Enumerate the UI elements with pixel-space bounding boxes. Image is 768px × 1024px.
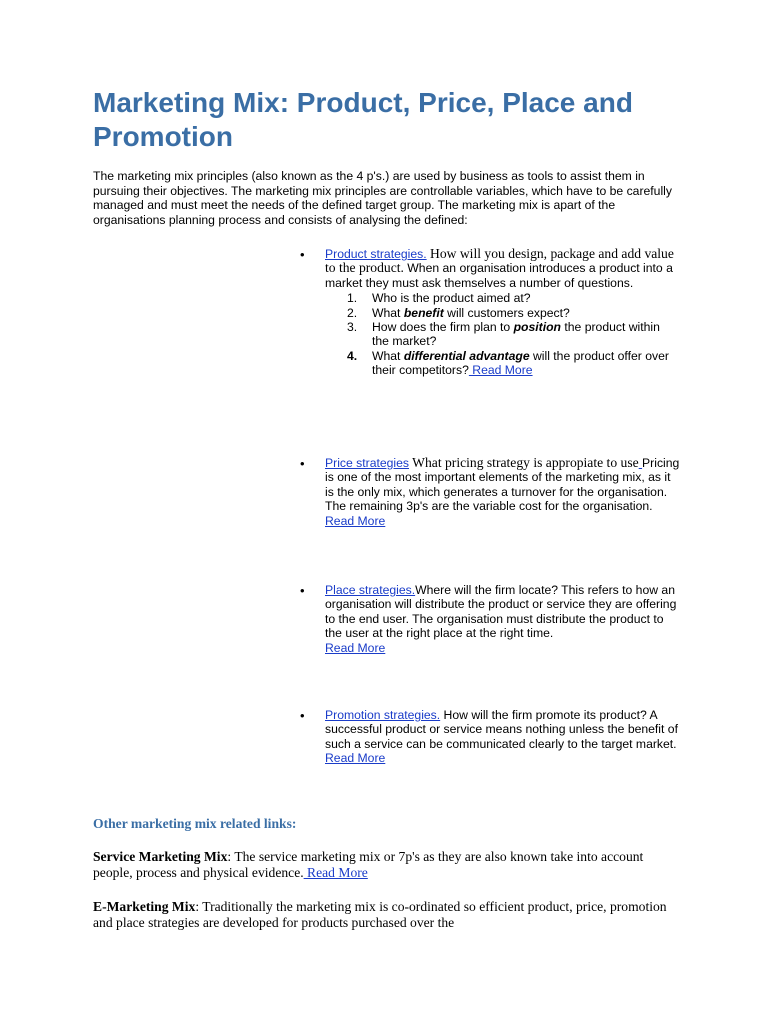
list-item: 2. What benefit will customers expect? [347, 305, 570, 320]
other-links-heading: Other marketing mix related links: [93, 816, 297, 831]
product-questions-list [325, 291, 680, 377]
service-mix-text: : The service marketing mix or 7p's as they are also known take into account people, process and physical evidence. [93, 849, 644, 881]
place-bullet-body [325, 583, 680, 655]
e-marketing-text: : Traditionally the marketing mix is co-ordinated so efficient product, price, promotion and place strategies are developed for products purchased over the [93, 899, 667, 931]
bullet-icon: • [300, 247, 305, 262]
bullet-icon: • [300, 583, 305, 598]
product-question: How will you design, package and add value to the product. [325, 246, 674, 276]
page-title: Marketing Mix: Product, Price, Place and Promotion [93, 87, 633, 152]
service-mix-paragraph [93, 849, 673, 882]
place-text: Where will the firm locate? This refers to how an organisation will distribute the product or service they are offering to the end user. The organisation must distribute the product to the user at the right place at the right time. [325, 583, 677, 641]
intro-paragraph: The marketing mix principles (also known as the 4 p's.) are used by business as tools to assist them in pursuing their objectives. The marketing mix principles are controllable variables, which have to be carefully managed and must meet the needs of the defined target group. The marketing mix is apart of the organisations planning process and consists of analysing the defined: [93, 169, 672, 227]
list-item: 3. How does the firm plan to position the product within the market? [347, 320, 660, 349]
promotion-text: How will the firm promote its product? A successful product or service means nothing unless the benefit of such a service can be communicated clearly to the target market. [325, 708, 678, 751]
product-strategies-link[interactable]: Product strategies. [325, 247, 427, 261]
price-text: Pricing is one of the most important elements of the marketing mix, as it is the only mix, which generates a turnover for the organisation. The remaining 3p's are the variable cost for the organisation. [325, 456, 680, 514]
service-mix-label: Service Marketing Mix [93, 849, 228, 864]
price-read-more-link[interactable]: Read More [325, 513, 386, 528]
service-read-more-link[interactable]: Read More [303, 865, 368, 881]
list-item: 1. Who is the product aimed at? [347, 291, 531, 306]
place-read-more-link[interactable]: Read More [325, 640, 386, 655]
e-marketing-label: E-Marketing Mix [93, 899, 196, 914]
e-marketing-paragraph [93, 899, 673, 932]
bullet-icon: • [300, 456, 305, 471]
product-read-more-link[interactable]: Read More [468, 363, 533, 378]
price-bullet-body [325, 456, 680, 528]
list-item: 4. What differential advantage will the product offer over their competitors? Read More [347, 348, 669, 378]
product-text: When an organisation introduces a product into a market they must ask themselves a number of questions. [325, 261, 673, 290]
promotion-bullet-body [325, 708, 680, 766]
bullet-icon: • [300, 708, 305, 723]
price-question: What pricing strategy is appropiate to use [409, 455, 639, 470]
promotion-strategies-link[interactable]: Promotion strategies. [325, 708, 441, 722]
place-strategies-link[interactable]: Place strategies. [325, 583, 416, 597]
promotion-read-more-link[interactable]: Read More [325, 751, 386, 766]
price-strategies-link[interactable]: Price strategies [325, 456, 409, 470]
product-bullet-body [325, 247, 680, 378]
